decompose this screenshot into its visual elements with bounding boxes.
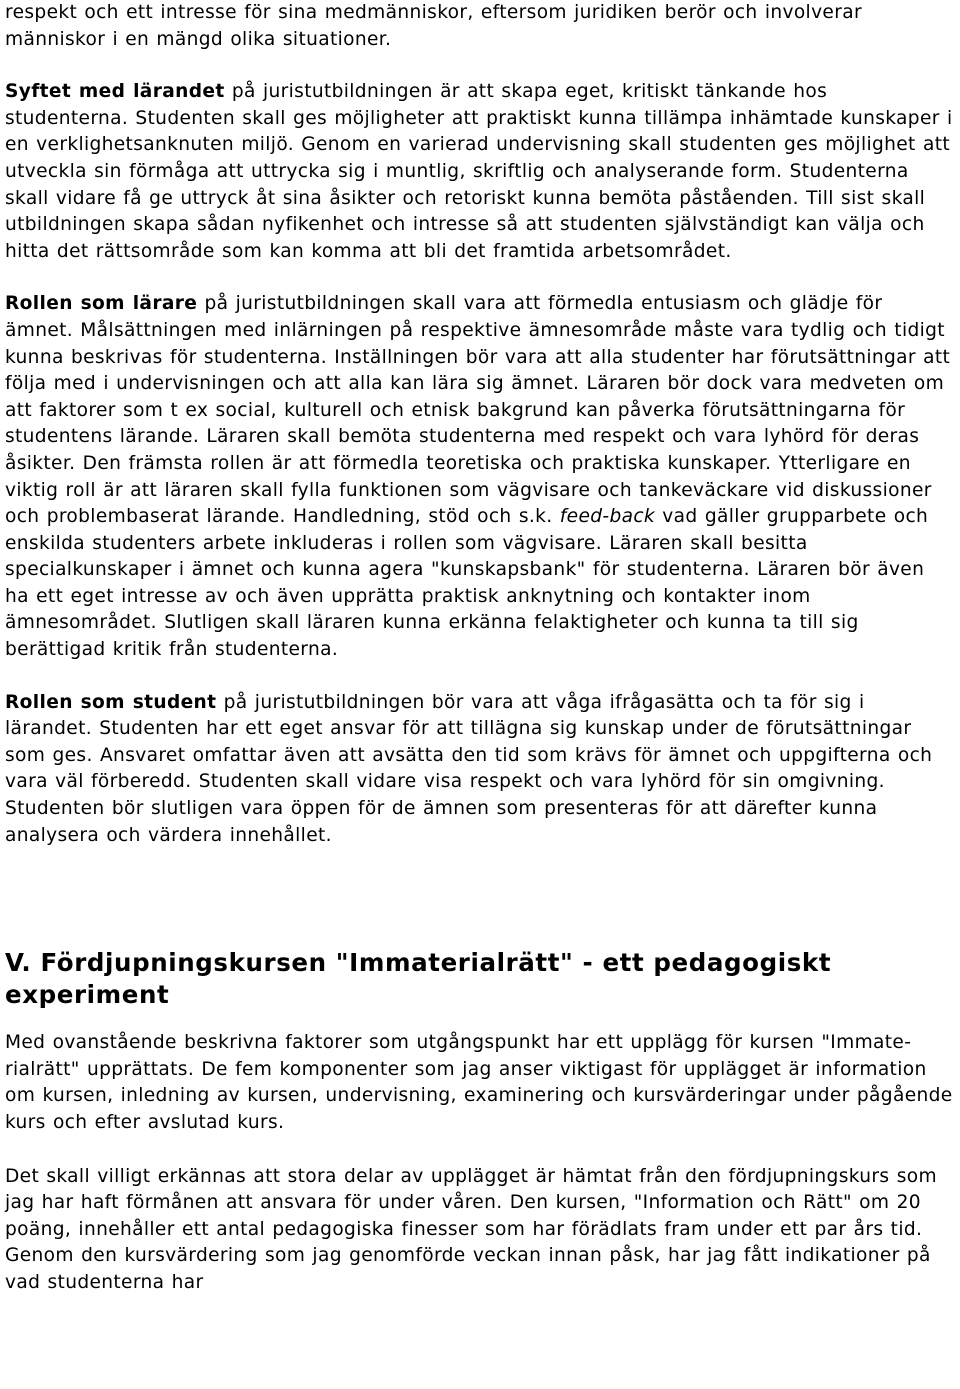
- section-heading: V. Fördjupningskursen "Immaterialrätt" - ett pedagogiskt experiment: [5, 948, 832, 1009]
- paragraph-student-text: på juristutbildningen bör vara att våga ifrågasätta och ta för sig i lärandet. Studenten har ett eget ansvar för att tillägna sig kunskap under de förutsättningar som ges. Ansvaret omfattar även att avsätta den tid som krävs för ämnet och uppgifterna och vara väl förberedd. Studenten skall vidare visa respekt och vara lyhörd för sin omgivning. Studenten bör slutligen vara öppen för de ämnen som presenteras för att därefter kunna analysera och värdera innehållet.: [5, 691, 933, 846]
- paragraph-villigt: Det skall villigt erkännas att stora delar av upplägget är hämtat från den fördjupningskurs som jag har haft förmånen att ansvara för under våren. Den kursen, "Information och Rätt" om 20 poäng, innehåller ett antal pedagogiska finesser som har förädlats fram under ett par års tid. Genom den kursvärdering som jag genomförde veckan innan påsk, har jag fått indikationer på vad studenterna har: [5, 1165, 937, 1293]
- paragraph-student-lead: Rollen som student: [5, 691, 217, 713]
- paragraph-larare-italic: feed-back: [559, 506, 656, 528]
- paragraph-larare-lead: Rollen som lärare: [5, 293, 198, 315]
- paragraph-larare-text-2: vad gäller grupparbete och enskilda studenters arbete inkluderas i rollen som vägvisare. Läraren skall besitta specialkunskaper i ämnet och kunna agera "kunskapsbank" för studenterna. Läraren bör även ha ett eget intresse av och även upprätta praktisk anknytning och kontakter inom ämnesområdet. Slutligen skall läraren kunna erkänna felaktigheter och kunna ta till sig berättigad kritik från studenterna.: [5, 506, 929, 661]
- document-page: [5, 0, 953, 1297]
- paragraph-syfte: [5, 79, 953, 265]
- paragraph-intro: respekt och ett intresse för sina medmänniskor, eftersom juridiken berör och involverar människor i en mängd olika situationer.: [5, 2, 862, 50]
- paragraph-student: [5, 690, 953, 850]
- paragraph-larare-text-1: på juristutbildningen skall vara att förmedla entusiasm och glädje för ämnet. Målsättningen med inlärningen på respektive ämnesområde måste vara tydlig och tidigt kunna beskrivas för studenterna. Inställningen bör vara att alla studenter har förutsättningar att följa med i undervisningen och att alla kan lära sig ämnet. Läraren bör dock vara medveten om att faktorer som t ex social, kulturell och etnisk bakgrund kan påverka förutsättningarna för studentens lärande. Läraren skall bemöta studenterna med respekt och vara lyhörd för deras åsikter. Den främsta rollen är att förmedla teoretiska och praktiska kunskaper. Ytterligare en viktig roll är att läraren skall fylla funktionen som vägvisare och tankeväckare vid diskussioner och problembaserat lärande. Handledning, stöd och s.k.: [5, 293, 951, 528]
- paragraph-larare: [5, 291, 953, 663]
- paragraph-syfte-text: på juristutbildningen är att skapa eget, kritiskt tänkande hos studenterna. Studenten skall ges möjligheter att praktiskt kunna tillämpa inhämtade kunskaper i en verklighetsanknuten miljö. Genom en varierad undervisning skall studenten ges möjlighet att utveckla sin förmåga att uttrycka sig i muntlig, skriftlig och analyserande form. Studenterna skall vidare få ge uttryck åt sina åsikter och retoriskt kunna bemöta påståenden. Till sist skall utbildningen skapa sådan nyfikenhet och intresse så att studenten självständigt kan välja och hitta det rättsområde som kan komma att bli det framtida arbetsområdet.: [5, 81, 953, 262]
- paragraph-ovanstaende: Med ovanstående beskrivna faktorer som utgångspunkt har ett upplägg för kursen "Immate-rialrätt" upprättats. De fem komponenter som jag anser viktigast för upplägget är information om kursen, inledning av kursen, undervisning, examinering och kursvärderingar under pågående kurs och efter avslutad kurs.: [5, 1032, 953, 1133]
- paragraph-syfte-lead: Syftet med lärandet: [5, 81, 225, 103]
